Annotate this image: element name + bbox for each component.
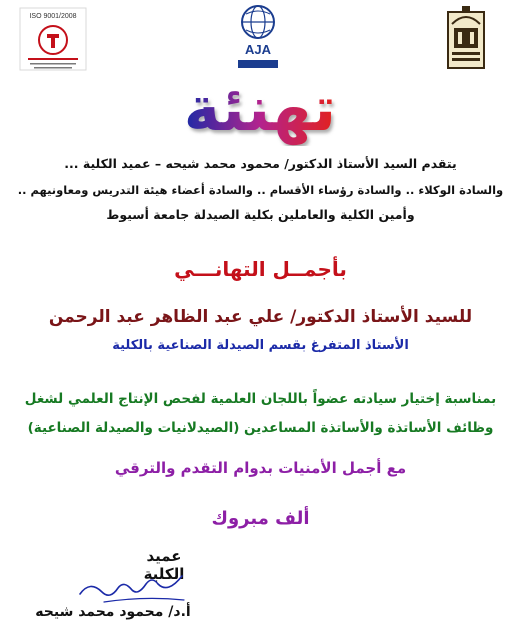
recipient-name: للسيد الأستاذ الدكتور/ علي عبد الظاهر عبد الرحمن bbox=[48, 307, 473, 327]
occasion-line-1: بمناسبة إختيار سيادته عضواً باللجان العلمية لفحص الإنتاج العلمي لشغل bbox=[24, 391, 497, 407]
wishes-line: مع أجمل الأمنيات بدوام التقدم والترقي bbox=[114, 459, 407, 477]
pharmacy-faculty-seal-icon bbox=[14, 4, 92, 74]
assiut-university-emblem-icon bbox=[444, 4, 488, 72]
best-wishes-heading: بأجمــل التهانـــي bbox=[174, 257, 347, 281]
intro-line-1: يتقدم السيد الأستاذ الدكتور/ محمود محمد شيحه – عميد الكلية ... bbox=[64, 156, 457, 171]
dean-name: أ.د/ محمود محمد شيحه bbox=[35, 604, 191, 620]
aja-label: AJA bbox=[244, 42, 272, 57]
handwritten-signature-icon bbox=[74, 568, 214, 608]
dean-title: عميد الكلية bbox=[143, 547, 185, 583]
congratulations-title bbox=[0, 74, 521, 146]
recipient-title: الأستاذ المتفرغ بقسم الصيدلة الصناعية بالكلية bbox=[112, 338, 409, 353]
intro-line-2: والسادة الوكلاء .. والسادة رؤساء الأقسام .. والسادة أعضاء هيئة التدريس ومعاونيهم .. bbox=[17, 183, 504, 197]
intro-line-3: وأمين الكلية والعاملين بكلية الصيدلة جامعة أسيوط bbox=[106, 207, 415, 222]
occasion-line-2: وظائف الأساتذة والأساتذة المساعدين (الصيدلانيات والصيدلة الصناعية) bbox=[27, 420, 494, 436]
congrats-line: ألف مبروك bbox=[211, 508, 310, 529]
aja-registrars-globe-icon bbox=[236, 4, 280, 74]
svg-text:تهنئة: تهنئة bbox=[183, 74, 337, 145]
iso-certification-label: ISO 9001/2008 bbox=[29, 13, 77, 20]
